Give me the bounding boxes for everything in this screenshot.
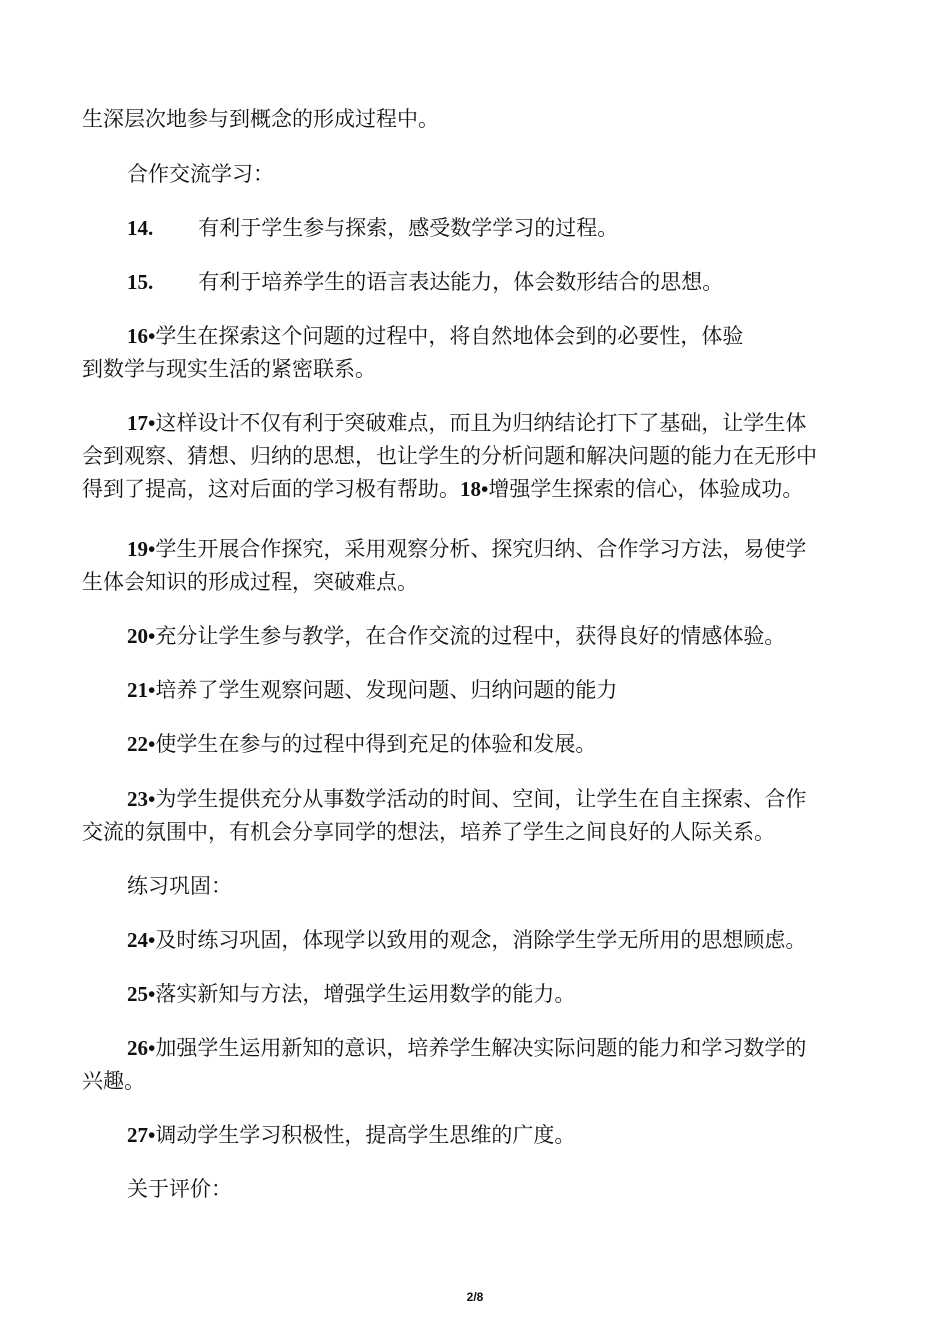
list-item-22: 22•使学生在参与的过程中得到充足的体验和发展。	[127, 732, 597, 756]
item-number: 14.	[127, 216, 154, 240]
section-heading-evaluation: 关于评价：	[127, 1177, 232, 1201]
section-heading-practice: 练习巩固：	[127, 874, 232, 898]
list-item-24: 24•及时练习巩固，体现学以致用的观念，消除学生学无所用的思想顾虑。	[127, 928, 807, 952]
section-heading-cooperative-learning: 合作交流学习：	[127, 162, 274, 186]
list-item-20: 20•充分让学生参与教学，在合作交流的过程中，获得良好的情感体验。	[127, 624, 786, 648]
item-number: 22•	[127, 732, 156, 756]
paragraph-continuation: 生深层次地参与到概念的形成过程中。	[82, 107, 439, 131]
item-number: 23•	[127, 787, 156, 811]
list-item-19: 19•学生开展合作探究，采用观察分析、探究归纳、合作学习方法，易使学 生体会知识的形成过程，突破难点。	[82, 537, 807, 594]
item-number: 16•	[127, 324, 156, 348]
list-item-25: 25•落实新知与方法，增强学生运用数学的能力。	[127, 982, 576, 1006]
item-number: 25•	[127, 982, 156, 1006]
item-number: 20•	[127, 624, 156, 648]
list-item-16: 16•学生在探索这个问题的过程中，将自然地体会到的必要性，体验 到数学与现实生活的紧密联系。	[82, 324, 744, 381]
item-number: 17•	[127, 411, 156, 435]
item-number: 24•	[127, 928, 156, 952]
list-item-27: 27•调动学生学习积极性，提高学生思维的广度。	[127, 1123, 576, 1147]
list-item-26: 26•加强学生运用新知的意识，培养学生解决实际问题的能力和学习数学的 兴趣。	[82, 1036, 807, 1093]
item-number: 21•	[127, 678, 156, 702]
list-item-17: 17•这样设计不仅有利于突破难点，而且为归纳结论打下了基础，让学生体 会到观察、猜想、归纳的思想，也让学生的分析问题和解决问题的能力在无形中 得到了提高，这对后面的学习极有帮助。18•增强学生探索的信心，体验成功。	[82, 411, 817, 501]
list-item-21: 21•培养了学生观察问题、发现问题、归纳问题的能力	[127, 678, 618, 702]
item-number-18: 18•	[460, 477, 489, 501]
list-item-15: 15. 有利于培养学生的语言表达能力，体会数形结合的思想。	[127, 270, 724, 294]
page-number: 2/8	[466, 1290, 484, 1304]
item-number: 19•	[127, 537, 156, 561]
item-number: 27•	[127, 1123, 156, 1147]
item-number: 15.	[127, 270, 154, 294]
list-item-23: 23•为学生提供充分从事数学活动的时间、空间，让学生在自主探索、合作 交流的氛围中，有机会分享同学的想法，培养了学生之间良好的人际关系。	[82, 787, 807, 844]
list-item-14: 14. 有利于学生参与探索，感受数学学习的过程。	[127, 216, 619, 240]
item-number: 26•	[127, 1036, 156, 1060]
list-item-18-text: 增强学生探索的信心，体验成功。	[488, 477, 804, 501]
